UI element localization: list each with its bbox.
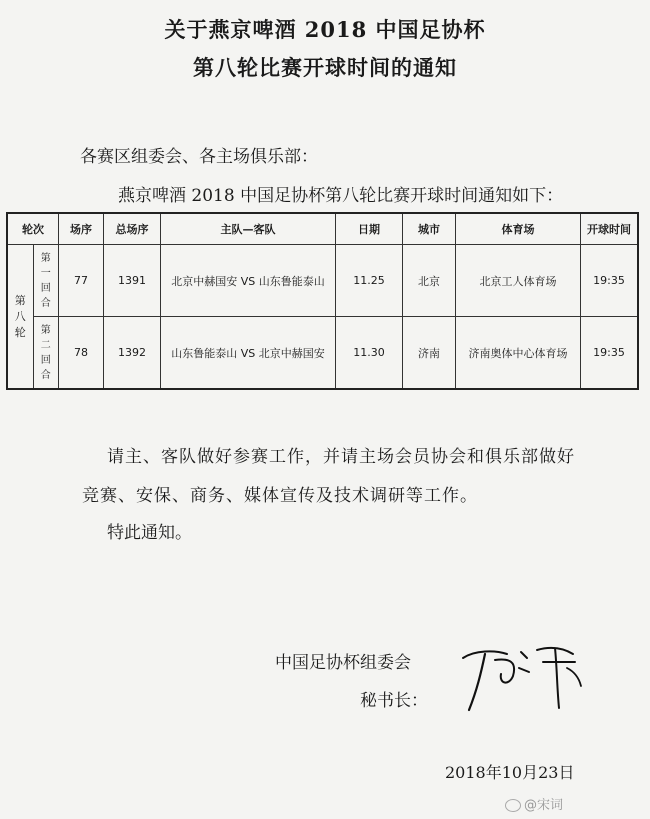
weibo-icon	[505, 799, 521, 812]
header-city: 城市	[403, 213, 456, 245]
table-row	[7, 317, 638, 390]
header-stadium: 体育场	[456, 213, 581, 245]
header-round: 轮次	[7, 213, 59, 245]
secretary-label: 秘书长：	[360, 691, 428, 711]
watermark-text: @宋词	[524, 798, 564, 813]
stadium-cell: 北京工人体育场	[456, 245, 581, 317]
issuing-organization: 中国足协杯组委会	[275, 653, 411, 673]
document-date: 2018年10月23日	[445, 763, 575, 782]
schedule-table	[6, 212, 639, 390]
teams-cell: 山东鲁能泰山 VS 北京中赫国安	[161, 317, 336, 390]
match-no-cell: 77	[59, 245, 104, 317]
leg-label: 第二回合	[40, 324, 51, 381]
city-cell: 北京	[403, 245, 456, 317]
leg-cell	[33, 317, 58, 390]
round-cell	[7, 245, 33, 390]
intro-text: 燕京啤酒 2018 中国足协杯第八轮比赛开球时间通知如下：	[118, 186, 564, 206]
total-no-cell: 1392	[104, 317, 161, 390]
table-row	[7, 245, 638, 317]
match-no-cell: 78	[59, 317, 104, 390]
leg-cell	[33, 245, 58, 317]
header-teams: 主队—客队	[161, 213, 336, 245]
handwritten-signature	[455, 628, 595, 718]
document-title-line1: 关于燕京啤酒 2018 中国足协杯	[164, 17, 486, 42]
total-no-cell: 1391	[104, 245, 161, 317]
date-cell: 11.30	[336, 317, 403, 390]
body-line1: 请主、客队做好参赛工作，并请主场会员协会和俱乐部做好	[107, 447, 575, 467]
body-line2: 竞赛、安保、商务、媒体宣传及技术调研等工作。	[82, 486, 478, 506]
kickoff-cell: 19:35	[581, 317, 639, 390]
round-label: 第八轮	[14, 293, 26, 339]
header-kickoff: 开球时间	[581, 213, 639, 245]
header-total-no: 总场序	[104, 213, 161, 245]
header-date: 日期	[336, 213, 403, 245]
table-header-row	[7, 213, 638, 245]
leg-label: 第一回合	[40, 252, 51, 309]
stadium-cell: 济南奥体中心体育场	[456, 317, 581, 390]
body-line3: 特此通知。	[107, 523, 192, 543]
salutation: 各赛区组委会、各主场俱乐部：	[80, 147, 318, 167]
city-cell: 济南	[403, 317, 456, 390]
date-cell: 11.25	[336, 245, 403, 317]
header-match-no: 场序	[59, 213, 104, 245]
watermark	[505, 794, 563, 813]
kickoff-cell: 19:35	[581, 245, 639, 317]
document-title-line2: 第八轮比赛开球时间的通知	[193, 55, 457, 80]
teams-cell: 北京中赫国安 VS 山东鲁能泰山	[161, 245, 336, 317]
